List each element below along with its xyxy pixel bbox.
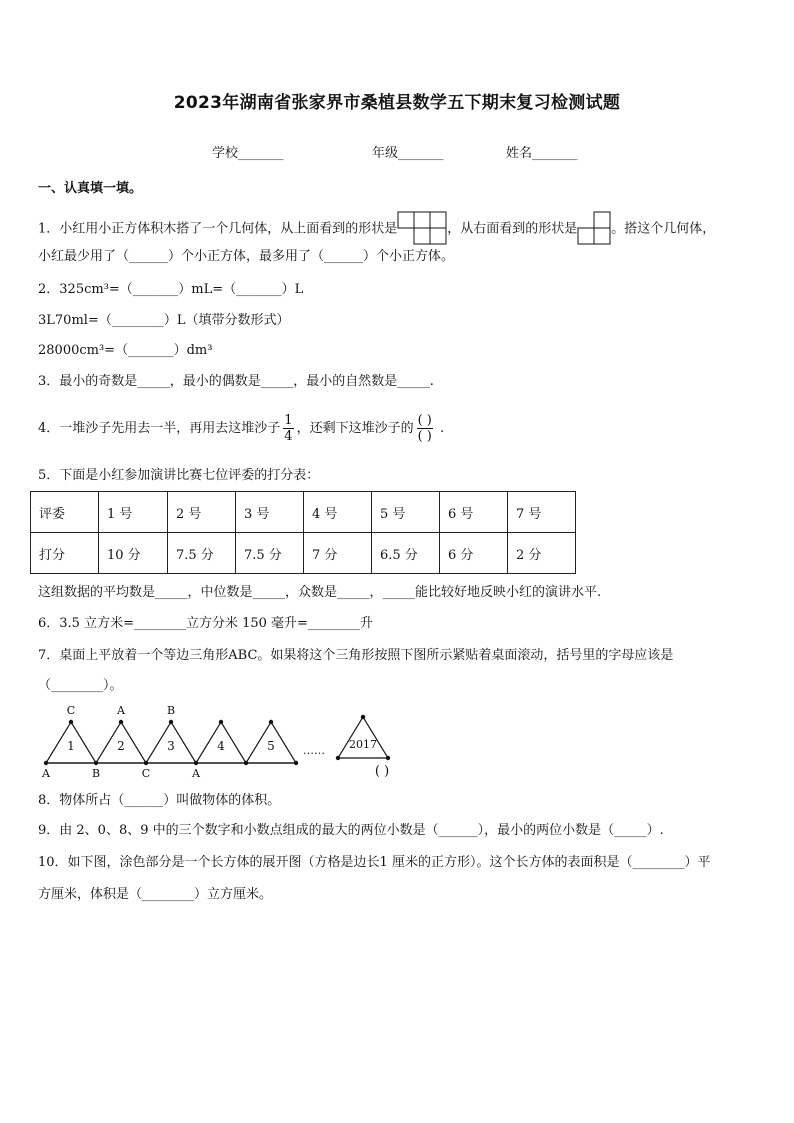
school-field[interactable]: 学校_______ xyxy=(212,146,284,161)
table-cell: 7.5 分 xyxy=(168,533,236,574)
question-2a: 2．325cm³=（_______）mL=（_______）L xyxy=(38,282,304,297)
table-cell: 评委 xyxy=(31,492,99,533)
table-cell: 7 号 xyxy=(508,492,576,533)
table-cell: 打分 xyxy=(31,533,99,574)
q4-text-b: ，还剩下这堆沙子的 xyxy=(296,421,414,436)
top-view-figure xyxy=(397,211,447,247)
table-cell: 7.5 分 xyxy=(236,533,304,574)
question-9: 9．由 2、0、8、9 中的三个数字和小数点组成的最大的两位小数是（______），最小的两位小数是（_____）. xyxy=(38,823,664,838)
table-row xyxy=(31,533,576,574)
table-cell: 7 分 xyxy=(304,533,372,574)
triangle-label: 1 xyxy=(67,739,75,753)
table-cell: 6 号 xyxy=(440,492,508,533)
triangle-label: 5 xyxy=(267,739,275,753)
student-info xyxy=(0,142,794,162)
question-10b: 方厘米，体积是（________）立方厘米。 xyxy=(38,887,273,902)
q1-text-b: ，从右面看到的形状是 xyxy=(447,221,578,237)
question-10a: 10．如下图，涂色部分是一个长方体的展开图（方格是边长1 厘米的正方形）。这个长方体的表面积是（________）平 xyxy=(38,855,711,870)
ellipsis: …… xyxy=(303,744,325,757)
vertex-label: C xyxy=(66,704,76,717)
score-table xyxy=(30,491,576,574)
q4-text-a: 4．一堆沙子先用去一半，再用去这堆沙子 xyxy=(38,421,281,436)
vertex-label: B xyxy=(166,704,176,717)
q1-text-c: 。搭这个几何体， xyxy=(611,221,716,237)
question-6: 6．3.5 立方米=________立方分米 150 毫升=________升 xyxy=(38,616,373,631)
right-view-figure xyxy=(577,211,611,247)
question-5-after: 这组数据的平均数是_____，中位数是_____，众数是_____，_____能比较好地反映小红的演讲水平. xyxy=(38,585,602,600)
table-cell: 5 号 xyxy=(372,492,440,533)
triangle-label-2017: 2017 xyxy=(349,738,377,751)
triangle-label: 3 xyxy=(167,739,175,753)
vertex-label: B xyxy=(91,767,101,780)
vertex-label: C xyxy=(141,767,151,780)
page-title: 2023年湖南省张家界市桑植县数学五下期末复习检测试题 xyxy=(173,93,621,113)
question-1 xyxy=(38,211,715,247)
triangle-label: 4 xyxy=(217,739,225,753)
triangle-label: 2 xyxy=(117,739,125,753)
question-5-intro: 5．下面是小红参加演讲比赛七位评委的打分表： xyxy=(38,468,320,483)
vertex-label: A xyxy=(117,704,125,717)
vertex-label: A xyxy=(192,767,200,780)
name-field[interactable]: 姓名_______ xyxy=(506,146,578,161)
table-cell: 6.5 分 xyxy=(372,533,440,574)
question-8: 8．物体所占（______）叫做物体的体积。 xyxy=(38,793,281,808)
table-cell: 4 号 xyxy=(304,492,372,533)
question-2b: 3L70ml=（________）L（填带分数形式） xyxy=(38,313,290,328)
table-cell: 1 号 xyxy=(99,492,168,533)
q1-text-d: 小红最少用了（______）个小正方体，最多用了（______）个小正方体。 xyxy=(38,249,455,264)
q4-text-c: . xyxy=(440,421,445,436)
table-cell: 2 号 xyxy=(168,492,236,533)
grade-field[interactable]: 年级_______ xyxy=(372,146,444,161)
table-header-row xyxy=(31,492,576,533)
q1-text-a: 1．小红用小正方体积木搭了一个几何体，从上面看到的形状是 xyxy=(38,221,398,237)
question-3: 3．最小的奇数是_____，最小的偶数是_____，最小的自然数是_____. xyxy=(38,374,434,389)
one-quarter-fraction: $\frac{1}{4}$ xyxy=(284,413,293,444)
vertex-label: A xyxy=(42,767,50,780)
section-heading: 一、认真填一填。 xyxy=(38,181,143,196)
answer-blank: ( ) xyxy=(374,764,390,779)
table-cell: 3 号 xyxy=(236,492,304,533)
question-7b: （________）。 xyxy=(38,678,123,693)
answer-fraction-blank[interactable]: $\frac{( )}{( )}$ xyxy=(417,413,432,444)
table-cell: 10 分 xyxy=(99,533,168,574)
question-4 xyxy=(38,410,444,448)
question-7a: 7．桌面上平放着一个等边三角形ABC。如果将这个三角形按照下图所示紧贴着桌面滚动，括号里的字母应该是 xyxy=(38,648,674,663)
question-2c: 28000cm³=（_______）dm³ xyxy=(38,343,213,358)
rolling-triangle-figure xyxy=(38,700,398,782)
table-cell: 2 分 xyxy=(508,533,576,574)
table-cell: 6 分 xyxy=(440,533,508,574)
